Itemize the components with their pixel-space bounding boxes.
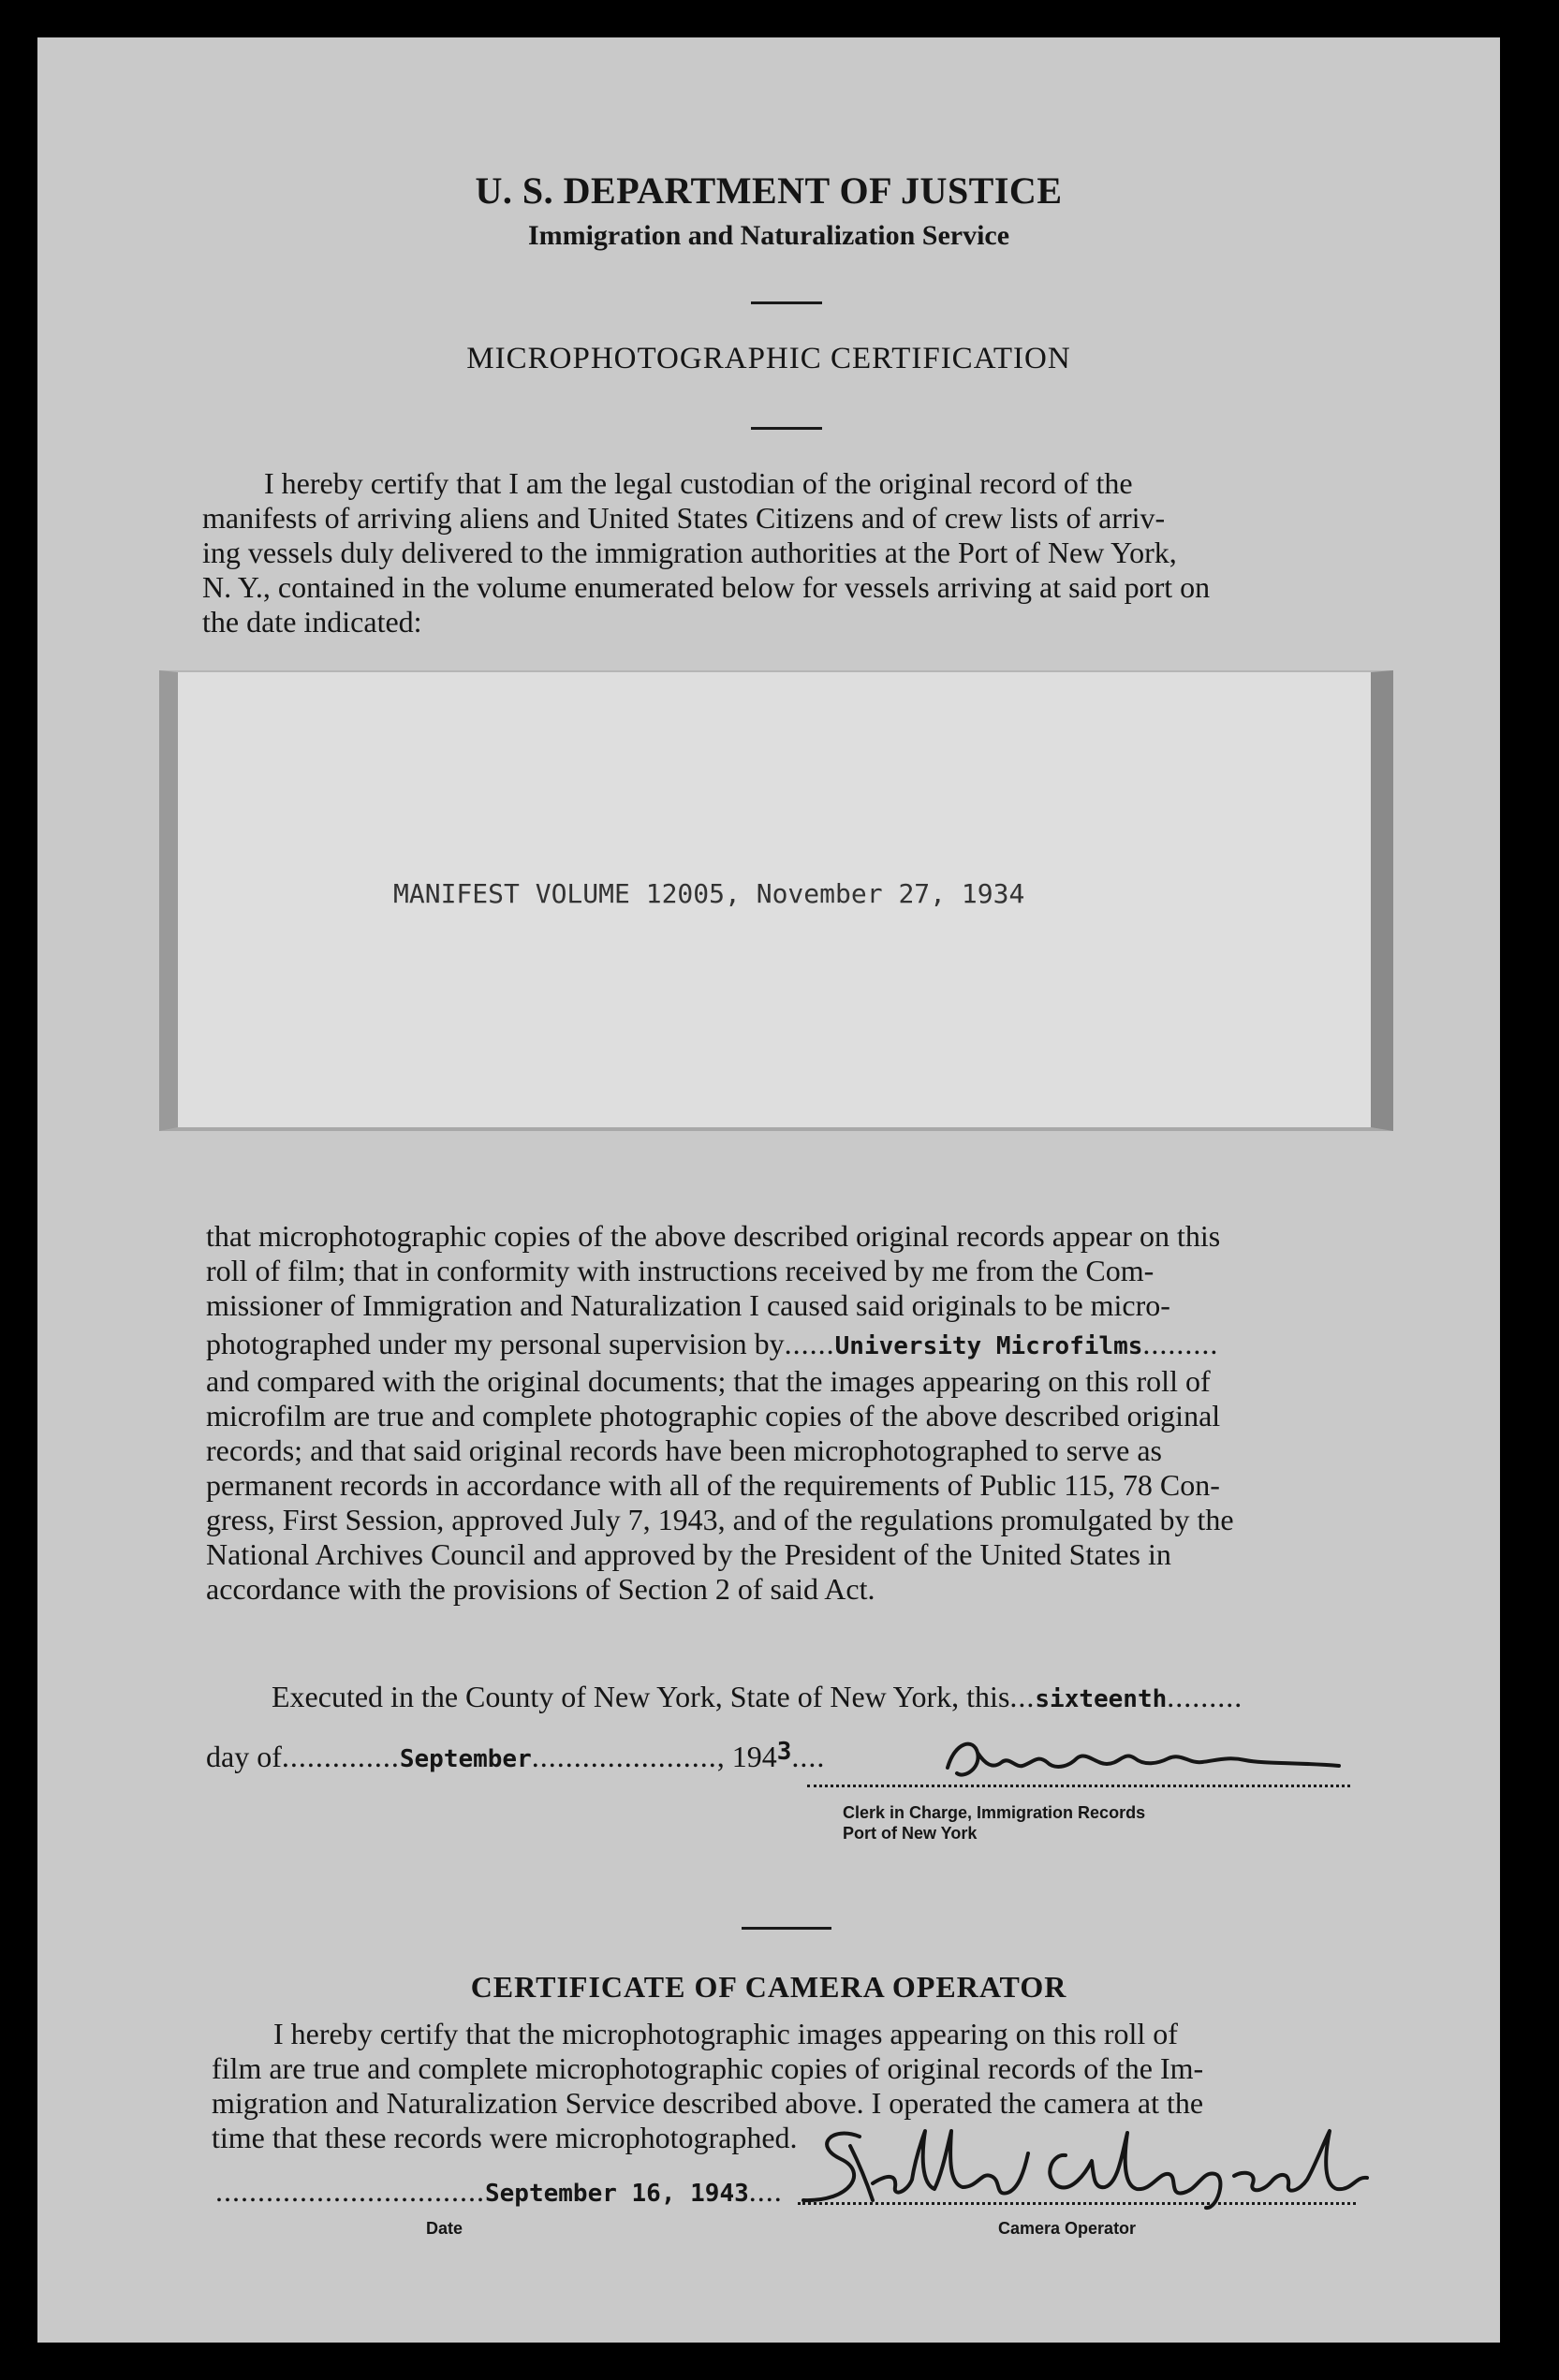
divider-1 <box>751 301 822 304</box>
intro-paragraph <box>202 466 1380 639</box>
intro-line: manifests of arriving aliens and United States Citizens and of crew lists of arriv- <box>202 501 1166 535</box>
camera-line: time that these records were microphotographed. <box>212 2121 798 2154</box>
body-line: roll of film; that in conformity with instructions received by me from the Com- <box>206 1254 1155 1287</box>
body-line: missioner of Immigration and Naturalization I caused said originals to be micro- <box>206 1288 1170 1322</box>
date-dots: .... <box>748 2174 783 2208</box>
operator-label: Camera Operator <box>998 2219 1137 2238</box>
intro-line: N. Y., contained in the volume enumerated below for vessels arriving at said port on <box>202 570 1211 604</box>
clerk-title-line2: Port of New York <box>843 1824 978 1843</box>
camera-line: film are true and complete microphotographic copies of original records of the Im- <box>212 2051 1204 2085</box>
day-of-line <box>206 1740 825 1774</box>
executed-month: September <box>399 1745 532 1773</box>
month-dots: ...................... <box>531 1740 717 1773</box>
intro-line: the date indicated: <box>202 605 422 639</box>
body-line: permanent records in accordance with all of the requirements of Public 115, 78 Con- <box>206 1468 1220 1502</box>
date-label: Date <box>426 2219 463 2238</box>
executed-dots: ... <box>1009 1680 1036 1713</box>
body-line: accordance with the provisions of Section 2 of said Act. <box>206 1572 875 1606</box>
body-line: gress, First Session, approved July 7, 1943, and of the regulations promulgated by the <box>206 1503 1234 1536</box>
manifest-inset <box>159 670 1393 1131</box>
supervision-line <box>206 1327 1393 1364</box>
divider-3 <box>742 1927 831 1930</box>
body-line: and compared with the original documents; that the images appearing on this roll of <box>206 1364 1211 1398</box>
certificate-page <box>37 37 1500 2343</box>
operator-signature-icon <box>794 2118 1375 2211</box>
intro-line: I hereby certify that I am the legal custodian of the original record of the <box>264 466 1133 500</box>
date-line <box>215 2174 783 2209</box>
supervision-name: University Microfilms <box>834 1332 1143 1360</box>
year-prefix: , 194 <box>716 1740 777 1773</box>
date-value: September 16, 1943 <box>485 2180 749 2208</box>
executed-line <box>272 1680 1243 1714</box>
supervision-dots: ...... <box>784 1327 835 1360</box>
executed-prefix: Executed in the County of New York, State of New York, this <box>272 1680 1010 1713</box>
clerk-signature-icon <box>936 1730 1348 1798</box>
camera-line: migration and Naturalization Service described above. I operated the camera at the <box>212 2086 1204 2120</box>
camera-line: I hereby certify that the microphotographic images appearing on this roll of <box>273 2017 1178 2050</box>
divider-2 <box>751 427 822 430</box>
body-paragraph <box>206 1219 1393 1607</box>
intro-line: ing vessels duly delivered to the immigration authorities at the Port of New York, <box>202 536 1177 569</box>
executed-day: sixteenth <box>1035 1685 1168 1713</box>
day-of-label: day of <box>206 1740 282 1773</box>
supervision-dots: ......... <box>1142 1327 1219 1360</box>
body-line: microfilm are true and complete photographic copies of the above described original <box>206 1399 1221 1432</box>
body-line: records; and that said original records have been microphotographed to serve as <box>206 1433 1162 1467</box>
camera-operator-title: CERTIFICATE OF CAMERA OPERATOR <box>470 1970 1067 2004</box>
executed-dots: ......... <box>1167 1680 1243 1713</box>
body-line: National Archives Council and approved by the President of the United States in <box>206 1537 1171 1571</box>
body-line: that microphotographic copies of the above described original records appear on this <box>206 1219 1221 1253</box>
service-subheading: Immigration and Naturalization Service <box>527 220 1010 251</box>
department-heading: U. S. DEPARTMENT OF JUSTICE <box>475 169 1063 212</box>
supervision-prefix: photographed under my personal supervision by <box>206 1327 785 1360</box>
year-digit: 3 <box>776 1738 792 1766</box>
certification-title: MICROPHOTOGRAPHIC CERTIFICATION <box>466 342 1071 375</box>
date-dots: ................................ <box>215 2174 485 2208</box>
month-dots: .............. <box>281 1740 400 1773</box>
manifest-volume-text: MANIFEST VOLUME 12005, November 27, 1934 <box>393 878 1025 909</box>
year-dots: .... <box>791 1740 826 1773</box>
clerk-title-line1: Clerk in Charge, Immigration Records <box>843 1803 1146 1822</box>
